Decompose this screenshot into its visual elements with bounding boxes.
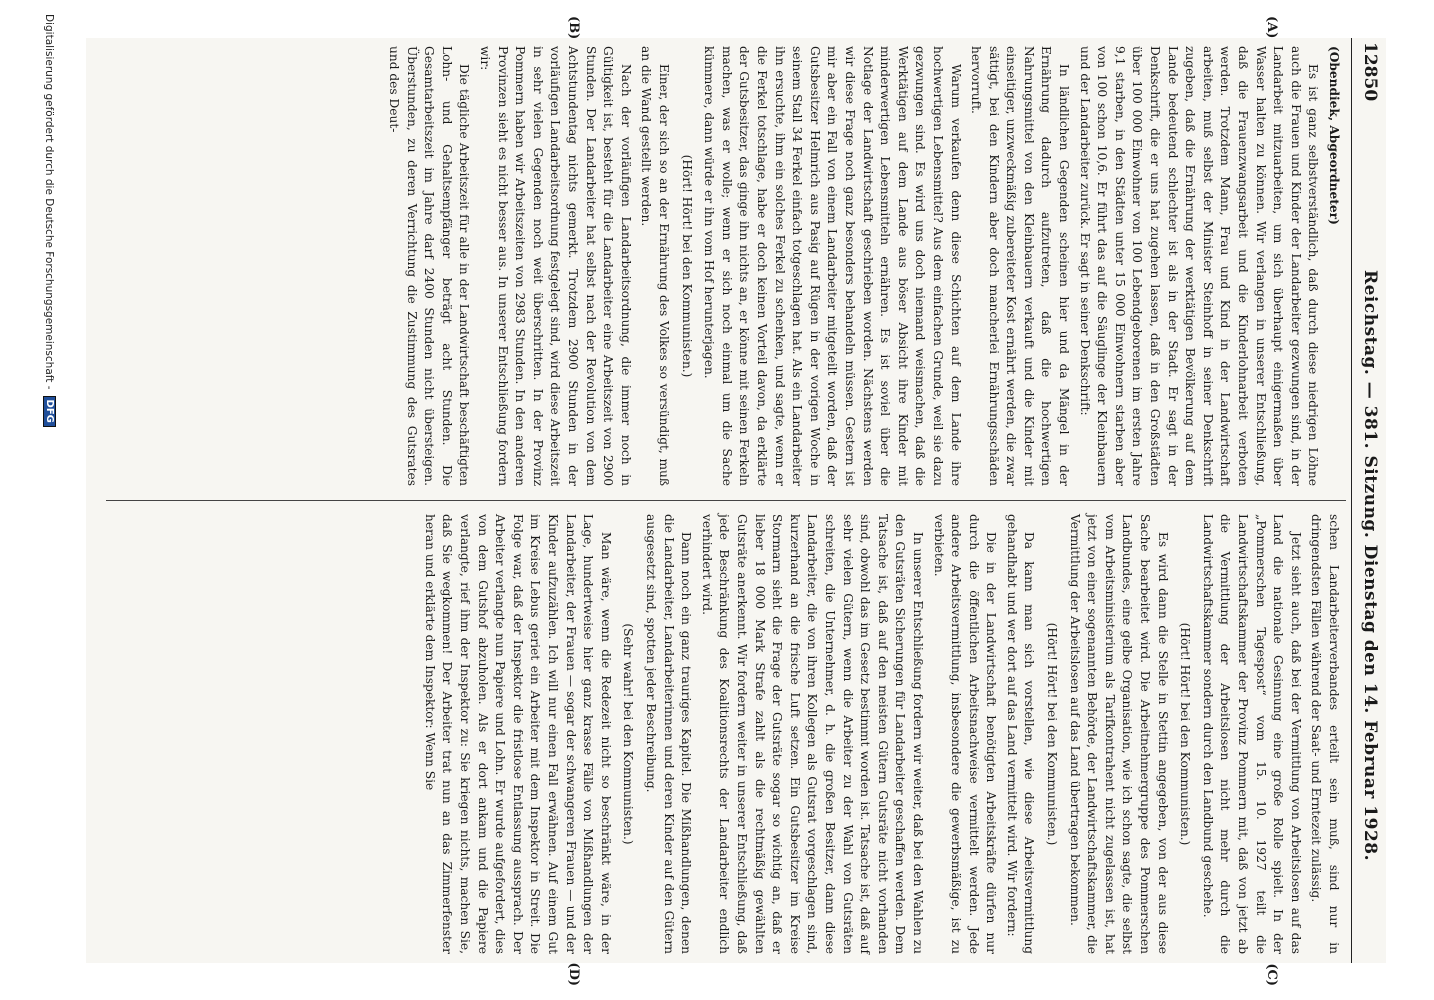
paragraph: Nach der vorläufigen Landarbeitsordnung, die immer noch in Gültigkeit ist, besteht für die Landarbeiter eine Arbeitszeit von 2900 Stunden. Der Landarbeiter hat selbst nach der Revolution von dem Achtstundentag nichts gemerkt. Trotzdem 2900 Stunden in der vorläufigen Landarbeitsordnung festgelegt sind, wird diese Arbeitszeit in sehr vielen Gegenden noch weit überschritten. In der Provinz Pommern haben wir Arbeitszeiten von 2983 Stunden. In den anderen Provinzen sieht es nicht besser aus. In unserer Entschließung fordern wir:: [478, 46, 633, 486]
paragraph: In unserer Entschließung fordern wir weiter, daß bei den Wahlen zu den Gutsräten Sicherungen für Landarbeiter geschaffen werden. Dem Tatsache ist, daß auf den meisten Gütern Gutsräte nicht vorhanden sind, obwohl das im Gesetz bestimmt worden ist. Tatsache ist, daß auf sehr vielen Gütern, wenn die Arbeiter zu der Wahl von Gutsräten schreiten, die Unternehmer, d. h. die großen Besitzer, dann diese Landarbeiter, die von ihren Kollegen als Gutsrat vorgeschlagen sind, kurzerhand an die frische Luft setzen. Ein Gutsbesitzer im Kreise Stormarn sieht die Frage der Gutsräte sogar so wichtig an, daß er lieber 18 000 Mark Strafe zahlt als die rechtmäßig gewählten Gutsräte anerkennt. Wir fordern weiter in unserer Entschließung, daß jede Beschränkung des Koalitionsrechts der Landarbeiter endlich verhindert wird.: [699, 514, 925, 954]
paragraph: Es ist ganz selbstverständlich, daß durch diese niedrigen Löhne auch die Frauen und Kinder der Landarbeiter gezwungen sind, in der Landarbeit mitzuarbeiten, um sich überhaupt einigermaßen über Wasser halten zu können. Wir verlangen in unserer Entschließung, daß die Frauenzwangsarbeit und die Kinderlohnarbeit verboten werden. Trotzdem Mann, Frau und Kind in der Landwirtschaft arbeiten, muß selbst der Minister Steinhoff in seiner Denkschrift zugeben, daß die Ernährung der werktätigen Bevölkerung auf dem Lande bedeutend schlechter ist als in der Stadt. Er sagt in der Denkschrift, die er uns hat zugehen lassen, daß in den Großstädten über 100 000 Einwohner von 100 Lebendgeborenen im ersten Jahre 9,1 starben, in den Städten unter 15 000 Einwohnern starben aber von 100 schon 10,6. Er führt das auf die Säuglinge der Kleinbauern und der Landarbeiter zurück. Er sagt in seiner Denkschrift:: [1077, 46, 1321, 486]
dfg-logo: DFG: [43, 396, 56, 427]
margin-mark-b: (B): [566, 16, 581, 40]
interjection: (Hört! Hört! bei den Kommunisten.): [1178, 622, 1193, 846]
interjection: (Hört! Hört! bei den Kommunisten.): [1045, 622, 1060, 846]
interjection: (Sehr wahr! bei den Kommunisten.): [621, 623, 636, 845]
left-column: [112, 16, 1342, 486]
speaker-line: (Obendiek, Abgeordneter): [1327, 46, 1341, 225]
paragraph: Dann noch ein ganz trauriges Kapitel. Die Mißhandlungen, denen die Landarbeiter, Landarbeiterinnen und deren Kinder auf den Gütern ausgesetzt sind, spotten jeder Beschreibung.: [644, 514, 694, 954]
column-divider: [106, 500, 1346, 501]
paragraph: Warum verkaufen denn diese Schichten auf dem Lande ihre hochwertigen Lebensmittel? Aus dem einfachen Grunde, weil sie dazu gezwungen sind. Es wird uns doch niemand weismachen, daß die Werktätigen auf dem Lande aus böser Absicht ihre Kinder mit minderwertigen Lebensmitteln ernähren. Es ist soviel über die Notlage der Landwirtschaft geschrieben worden. Nächstens werden wir diese Frage noch ganz besonders behandeln müssen. Gestern ist mir aber ein Fall von einem Landarbeiter mitgeteilt worden, daß der Gutsbesitzer Helmrich aus Pasig auf Rügen in der vorigen Woche in seinem Stall 34 Ferkel einfach totgeschlagen hat. Als ein Landarbeiter ihn ersuchte, ihm ein solches Ferkel zu schenken, und sagte, wenn er die Ferkel totschlage, habe er doch keinen Vorteil davon, da erklärte der Gutsbesitzer, das ginge ihn nichts an, er könne mit seinen Ferkeln machen, was er wolle; wenn er sich noch einmal um die Sache kümmere, dann würde er ihn vom Hof herunterjagen.: [702, 46, 963, 486]
paragraph: Jetzt sieht auch, daß bei der Vermittlung von Arbeitslosen auf das Land die nationale Gesinnung eine große Rolle spielt. In der „Pommerschen Tagespost“ vom 15. 10. 1927 teilt die Landwirtschaftskammer der Provinz Pommern mit, daß von jetzt ab die Vermittlung der Arbeitslosen nicht mehr durch die Landwirtschaftskammer sondern durch den Landbund geschehe.: [1200, 514, 1303, 954]
quoted-paragraph: Die tägliche Arbeitszeit für alle in der Landwirtschaft beschäftigten Lohn- und Gehaltsempfänger beträgt acht Stunden. Die Gesamtarbeitszeit im Jahre darf 2400 Stunden nicht übersteigen. Überstunden, zu deren Verrichtung die Zustimmung des Gutsrates und des Deut-: [387, 46, 472, 486]
page-title: Reichstag. — 381. Sitzung. Dienstag den 14. Februar 1928.: [1360, 269, 1380, 862]
digitization-footer: [43, 14, 56, 427]
page-number: 12850: [1360, 42, 1380, 102]
right-column: [112, 514, 1342, 986]
margin-mark-d: (D): [566, 962, 581, 986]
quoted-paragraph: In ländlichen Gegenden scheinen hier und da Mängel in der Ernährung dadurch aufzutreten, daß die hochwertigen Nahrungsmittel von den Kleinbauern verkauft und die Kinder mit einseitiger, unzweckmäßig zubereiteter Kost ernährt werden, die zwar sättigt, bei den Kindern aber doch mancherlei Ernährungsschäden hervorruft.: [969, 46, 1072, 486]
paragraph: Es wird dann die Stelle in Stettin angegeben, von der aus diese Sache bearbeitet wird. Die Arbeitnehmergruppe des Pommerschen Landbundes, eine gelbe Organisation, wie ich schon sagte, die selbst vom Arbeitsministerium als Tarifkontrahent nicht zugelassen ist, hat jetzt von einer sogenannten Behörde, der Landwirtschaftskammer, die Vermittlung der Arbeitslosen auf das Land übertragen bekommen.: [1067, 514, 1170, 954]
footer-text: Digitalisierung gefördert durch die Deutsche Forschungsgemeinschaft -: [43, 14, 56, 390]
page-header: [1351, 38, 1386, 963]
margin-mark-c: (C): [1264, 963, 1279, 986]
scanned-page: [86, 16, 1386, 986]
paragraph: Da kann man sich vorstellen, wie diese Arbeitsvermittlung gehandhabt und wer dort auf das Land vermittelt wird. Wir fordern:: [1004, 514, 1037, 954]
paragraph: schen Landarbeiterverbandes erteilt sein muß, sind nur in dringendsten Fällen während der Saat- und Erntezeit zulässig.: [1309, 514, 1341, 954]
quoted-paragraph: Die in der Landwirtschaft benötigten Arbeitskräfte dürfen nur durch die öffentlichen Arbeitsnachweise vermittelt werden. Jede andere Arbeitsvermittlung, insbesondere die gewerbsmäßige, ist zu verbieten.: [931, 514, 999, 954]
interjection: (Hört! Hört! bei den Kommunisten.): [679, 154, 694, 378]
margin-mark-a: (A): [1264, 16, 1279, 39]
paragraph: Man wäre, wenn die Redezeit nicht so beschränkt wäre, in der Lage, hundertweise hier ganz krasse Fälle von Mißhandlungen der Landarbeiter, der Frauen — sogar der schwangeren Frauen — und der Kinder aufzuzählen. Ich will nur einen Fall erwähnen. Auf einem Gut im Kreise Lebus geriet ein Arbeiter mit dem Inspektor in Streit. Die Folge war, daß der Inspektor die fristlose Entlassung aussprach. Der Arbeiter verlangte nun Papiere und Lohn. Er wurde aufgefordert, dies von dem Gutshof abzuholen. Als er dort ankam und die Papiere verlangte, rief ihm der Inspektor zu: Sie kriegen nichts, machen Sie, daß Sie wegkommen! Der Arbeiter trat nun an das Zimmerfenster heran und erklärte dem Inspektor: Wenn Sie: [422, 514, 613, 954]
paragraph: Einer, der sich so an der Ernährung des Volkes so versündigt, muß an die Wand gestellt werden.: [639, 46, 672, 486]
